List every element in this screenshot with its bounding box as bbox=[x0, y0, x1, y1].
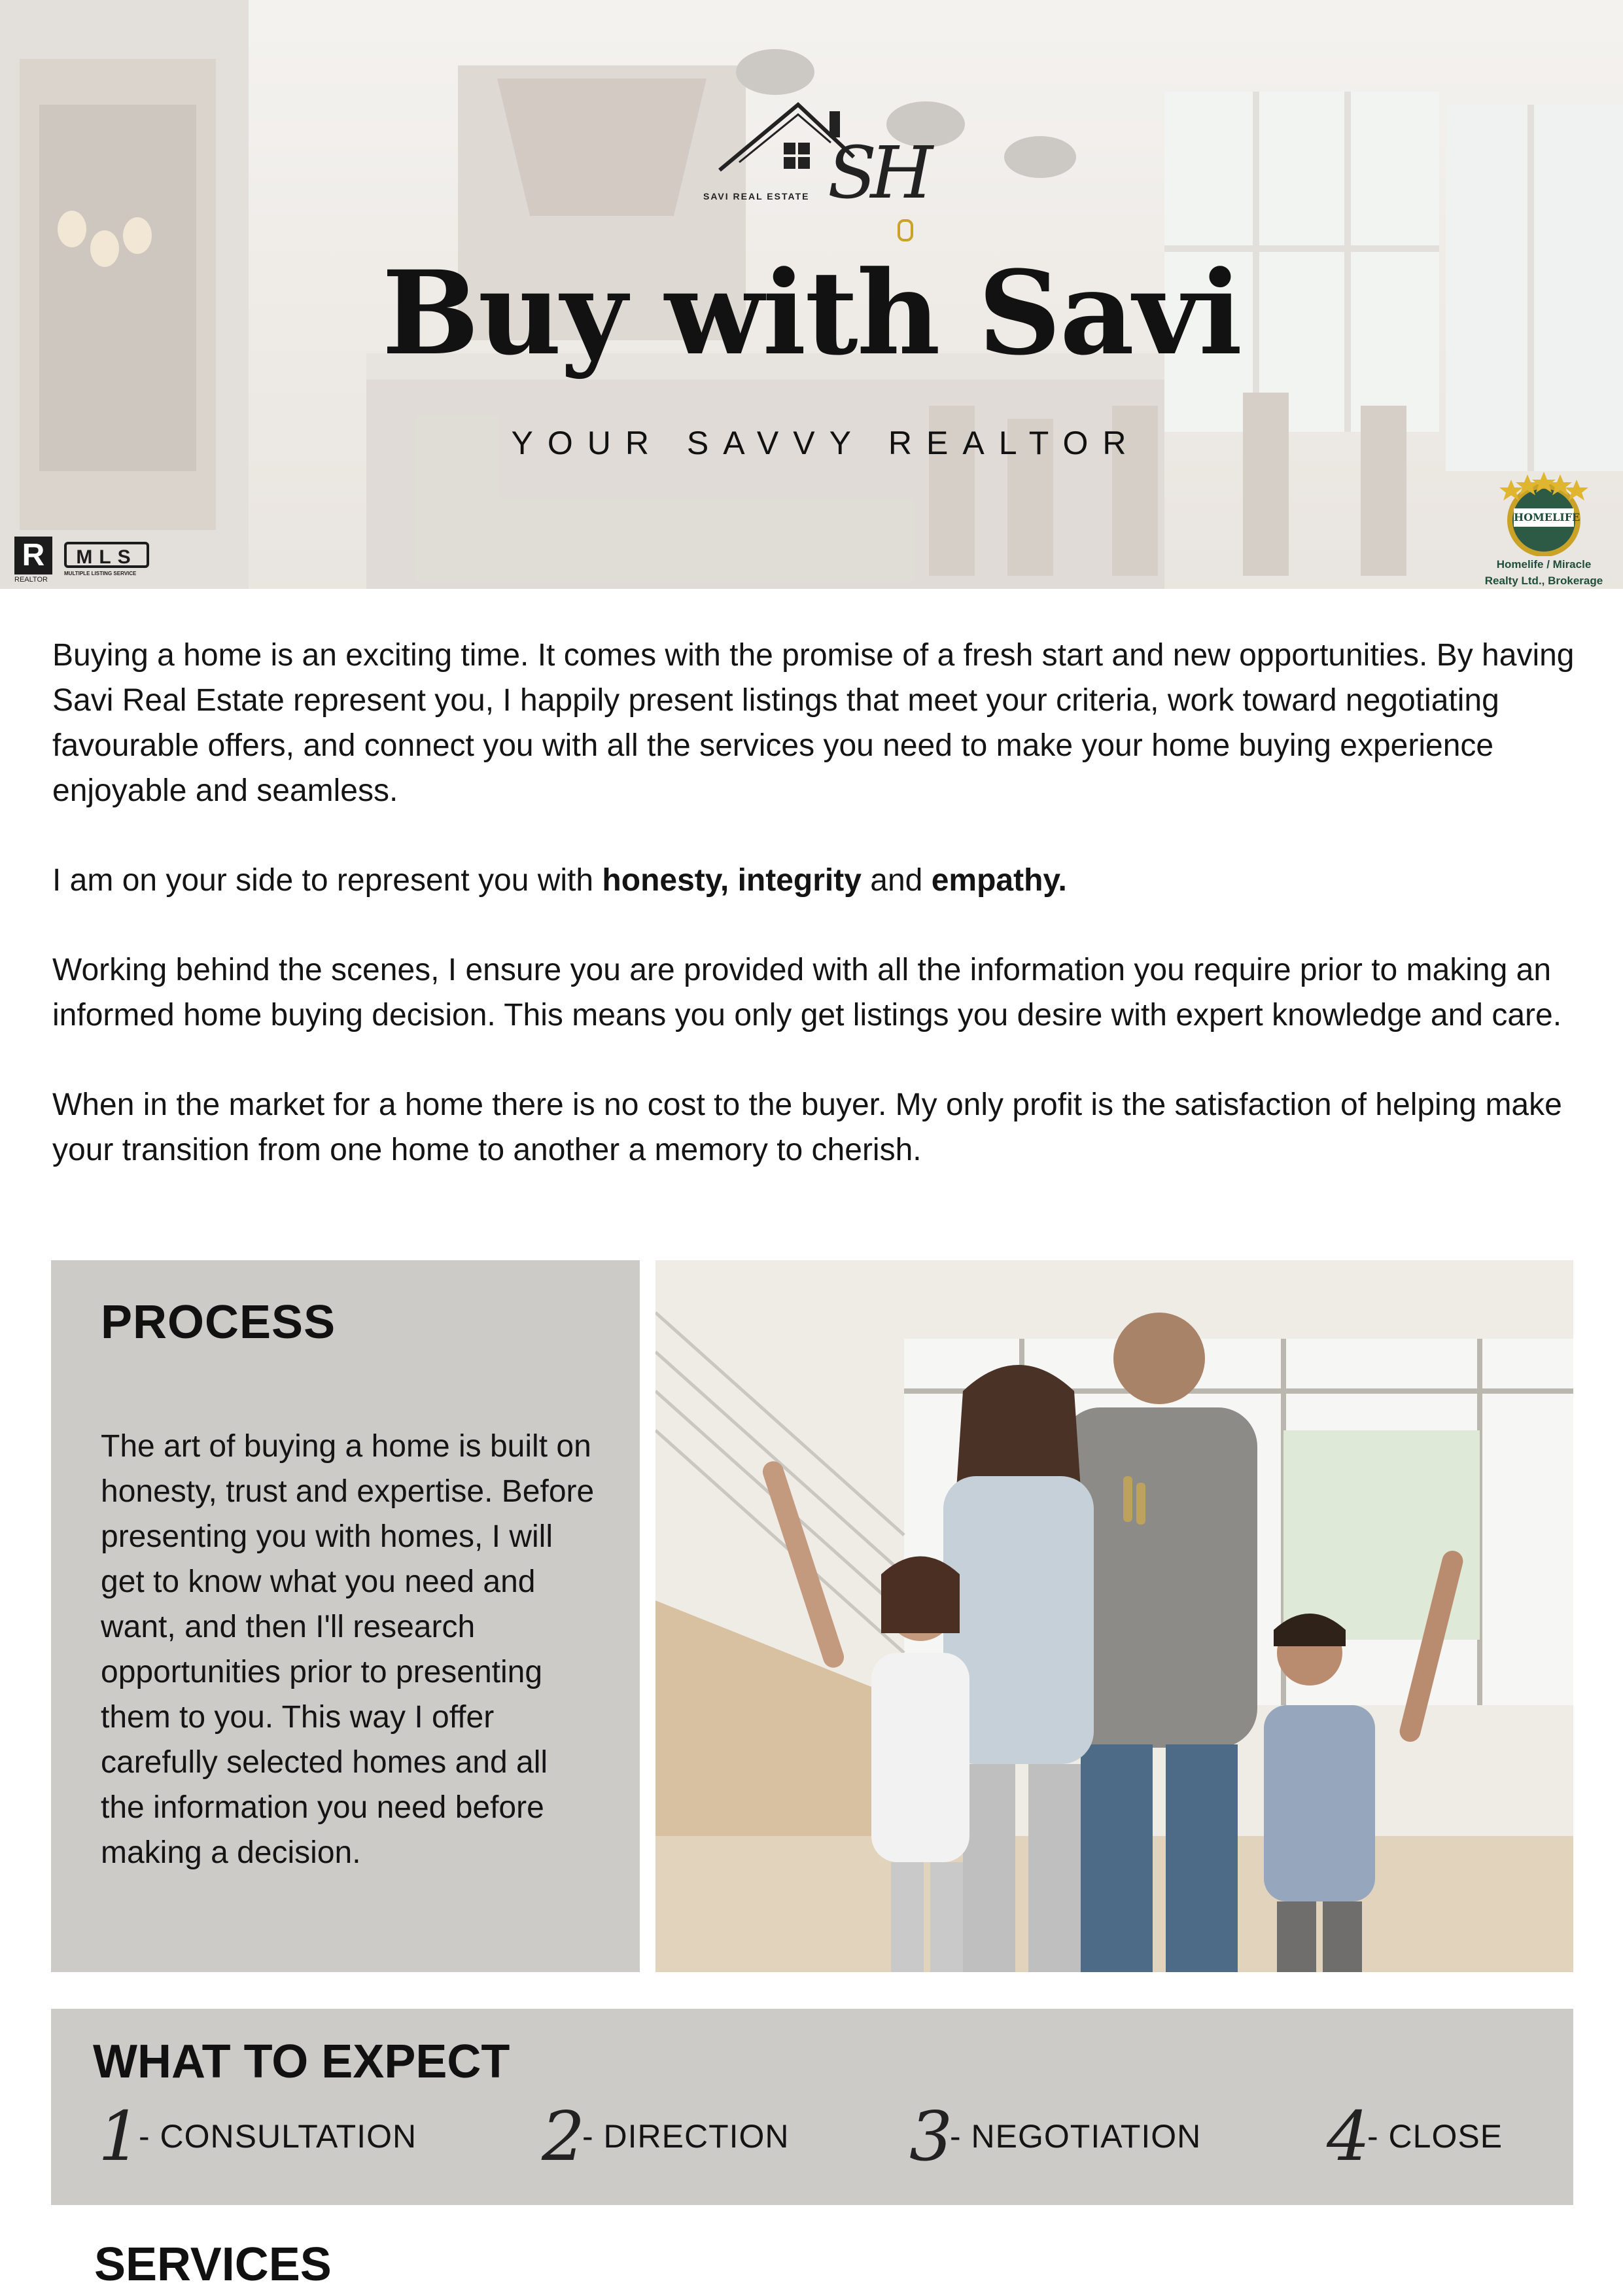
intro-section bbox=[52, 633, 1577, 1217]
hero-banner bbox=[0, 0, 1623, 589]
mls-sub: MULTIPLE LISTING SERVICE bbox=[64, 571, 137, 576]
expect-heading: WHAT TO EXPECT bbox=[93, 2036, 510, 2088]
step-number: 4 bbox=[1327, 2096, 1370, 2176]
realtor-logo-icon: R bbox=[14, 537, 52, 574]
step-label: - NEGOTIATION bbox=[950, 2118, 1202, 2155]
brokerage-caption-line2: Realty Ltd., Brokerage bbox=[1484, 574, 1603, 587]
intro-paragraph-2 bbox=[52, 858, 1577, 903]
intro-p2-bold-2: empathy. bbox=[931, 863, 1067, 898]
key-icon bbox=[898, 219, 913, 241]
step-number: 3 bbox=[909, 2096, 953, 2176]
realtor-mls-badges bbox=[14, 537, 152, 582]
process-panel bbox=[51, 1260, 640, 1972]
monogram: SH bbox=[828, 131, 927, 215]
intro-paragraph-3: Working behind the scenes, I ensure you are provided with all the information you require prior to making an informed home buying decision. This means you only get listings you desire with expert knowledge and care. bbox=[52, 953, 1562, 1033]
intro-p2-mid: and bbox=[861, 863, 932, 898]
realtor-label: REALTOR bbox=[14, 576, 48, 584]
page-title: Buy with Savi bbox=[381, 245, 1242, 381]
intro-paragraph-4: When in the market for a home there is no cost to the buyer. My only profit is the satisfaction of helping make your transition from one home to another a memory to cherish. bbox=[52, 1087, 1562, 1167]
step-number: 1 bbox=[98, 2096, 142, 2176]
intro-paragraph-1: Buying a home is an exciting time. It comes with the promise of a fresh start and new opportunities. By having Savi Real Estate represent you, I happily present listings that meet your criteria, work toward negotiating favourable offers, and connect you with all the services you need to make your home buying experience enjoyable and seamless. bbox=[52, 638, 1575, 808]
tagline: YOUR SAVVY REALTOR bbox=[511, 425, 1141, 461]
homelife-wordmark: HOMELIFE bbox=[1514, 511, 1580, 523]
what-to-expect-panel bbox=[51, 2009, 1573, 2205]
step-label: - DIRECTION bbox=[582, 2118, 790, 2155]
process-heading: PROCESS bbox=[101, 1296, 336, 1349]
homelife-brokerage-logo bbox=[1465, 468, 1622, 589]
family-photo bbox=[655, 1260, 1573, 1972]
brand-name: SAVI REAL ESTATE bbox=[703, 191, 810, 202]
step-label: - CONSULTATION bbox=[139, 2118, 417, 2155]
step-label: - CLOSE bbox=[1367, 2118, 1503, 2155]
family-with-keys-illustration bbox=[655, 1260, 1573, 1972]
intro-p2-lead: I am on your side to represent you with bbox=[52, 863, 602, 898]
step-number: 2 bbox=[542, 2096, 585, 2176]
services-heading: SERVICES bbox=[94, 2238, 332, 2291]
brokerage-caption-line1: Homelife / Miracle bbox=[1496, 558, 1592, 571]
brokerage-caption bbox=[1465, 556, 1622, 589]
process-body: The art of buying a home is built on honesty, trust and expertise. Before presenting you with homes, I will get to know what you need and want, and then I'll research opportunities prior to presenting them to you. This way I offer carefully selected homes and all the information you need before making a decision. bbox=[101, 1429, 595, 1870]
intro-p2-bold-1: honesty, integrity bbox=[602, 863, 862, 898]
mls-logo-icon: MLS bbox=[64, 542, 149, 568]
